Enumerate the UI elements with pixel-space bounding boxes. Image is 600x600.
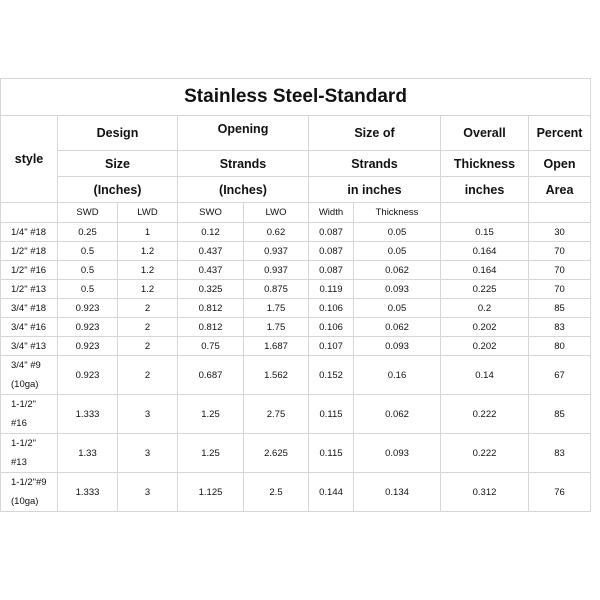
header-percent-1: Percent <box>529 116 591 151</box>
cell-thickness: 0.093 <box>354 434 441 473</box>
cell-thickness: 0.062 <box>354 318 441 337</box>
cell-lwo: 0.937 <box>244 261 309 280</box>
header-sizeof-3: in inches <box>309 177 441 203</box>
cell-percent: 85 <box>529 299 591 318</box>
cell-style <box>1 395 58 434</box>
cell-lwo: 1.687 <box>244 337 309 356</box>
cell-swd: 1.33 <box>58 434 118 473</box>
cell-lwo: 0.62 <box>244 223 309 242</box>
subheader-percent-blank <box>529 203 591 223</box>
table-row <box>1 337 591 356</box>
cell-swd: 0.923 <box>58 299 118 318</box>
header-opening-3: (Inches) <box>178 177 309 203</box>
header-style: style <box>1 116 58 203</box>
cell-percent: 70 <box>529 280 591 299</box>
cell-overall: 0.2 <box>441 299 529 318</box>
cell-lwo: 1.75 <box>244 299 309 318</box>
cell-swo: 0.687 <box>178 356 244 395</box>
header-design-1: Design <box>58 116 178 151</box>
cell-lwd: 2 <box>118 299 178 318</box>
cell-swo: 1.25 <box>178 434 244 473</box>
cell-style-line-2: #16 <box>11 418 27 429</box>
cell-swd: 1.333 <box>58 395 118 434</box>
cell-swd: 0.923 <box>58 356 118 395</box>
cell-swo: 0.325 <box>178 280 244 299</box>
table-row <box>1 299 591 318</box>
cell-width: 0.106 <box>309 318 354 337</box>
cell-width: 0.087 <box>309 242 354 261</box>
subheader-lwo: LWO <box>244 203 309 223</box>
cell-swo: 1.125 <box>178 473 244 512</box>
cell-overall: 0.222 <box>441 395 529 434</box>
cell-style: 1/4" #18 <box>1 223 58 242</box>
cell-lwd: 3 <box>118 395 178 434</box>
header-overall-3: inches <box>441 177 529 203</box>
cell-width: 0.152 <box>309 356 354 395</box>
table-row <box>1 261 591 280</box>
header-sizeof-2: Strands <box>309 151 441 177</box>
cell-swd: 0.25 <box>58 223 118 242</box>
header-overall-2: Thickness <box>441 151 529 177</box>
cell-width: 0.107 <box>309 337 354 356</box>
cell-width: 0.115 <box>309 434 354 473</box>
cell-lwd: 2 <box>118 356 178 395</box>
cell-thickness: 0.062 <box>354 261 441 280</box>
cell-lwo: 1.75 <box>244 318 309 337</box>
cell-style-line-1: 1-1/2" <box>11 399 37 410</box>
cell-width: 0.087 <box>309 261 354 280</box>
header-sizeof-1: Size of <box>309 116 441 151</box>
subheader-width: Width <box>309 203 354 223</box>
cell-lwo: 2.75 <box>244 395 309 434</box>
cell-swd: 0.5 <box>58 242 118 261</box>
cell-style-line-2: (10ga) <box>11 379 39 390</box>
header-design-3: (Inches) <box>58 177 178 203</box>
cell-percent: 83 <box>529 434 591 473</box>
cell-lwo: 2.5 <box>244 473 309 512</box>
cell-width: 0.115 <box>309 395 354 434</box>
cell-style: 1/2" #13 <box>1 280 58 299</box>
header-percent-3: Area <box>529 177 591 203</box>
cell-thickness: 0.05 <box>354 242 441 261</box>
table-title: Stainless Steel-Standard <box>1 79 591 116</box>
cell-style: 3/4" #18 <box>1 299 58 318</box>
cell-style: 1/2" #18 <box>1 242 58 261</box>
cell-style: 1/2" #16 <box>1 261 58 280</box>
cell-style-line-2: (10ga) <box>11 496 39 507</box>
cell-width: 0.106 <box>309 299 354 318</box>
cell-overall: 0.222 <box>441 434 529 473</box>
cell-swo: 0.12 <box>178 223 244 242</box>
cell-swd: 0.5 <box>58 261 118 280</box>
cell-overall: 0.14 <box>441 356 529 395</box>
header-overall-1: Overall <box>441 116 529 151</box>
spec-table-sheet <box>0 78 590 520</box>
cell-thickness: 0.05 <box>354 299 441 318</box>
cell-lwo: 1.562 <box>244 356 309 395</box>
subheader-lwd: LWD <box>118 203 178 223</box>
spec-table <box>0 78 591 512</box>
cell-style-line-1: 1-1/2" <box>11 438 37 449</box>
cell-swo: 0.812 <box>178 299 244 318</box>
header-design-2: Size <box>58 151 178 177</box>
table-row <box>1 434 591 473</box>
cell-lwd: 3 <box>118 434 178 473</box>
cell-style <box>1 356 58 395</box>
table-row <box>1 223 591 242</box>
cell-percent: 70 <box>529 261 591 280</box>
cell-lwd: 1 <box>118 223 178 242</box>
cell-style-line-1: 1-1/2"#9 <box>11 477 47 488</box>
cell-swd: 0.923 <box>58 337 118 356</box>
cell-percent: 76 <box>529 473 591 512</box>
table-row <box>1 356 591 395</box>
cell-lwd: 1.2 <box>118 280 178 299</box>
cell-percent: 85 <box>529 395 591 434</box>
subheader-swd: SWD <box>58 203 118 223</box>
table-row <box>1 242 591 261</box>
cell-swo: 1.25 <box>178 395 244 434</box>
cell-swd: 0.5 <box>58 280 118 299</box>
cell-style: 3/4" #13 <box>1 337 58 356</box>
table-row <box>1 280 591 299</box>
cell-width: 0.087 <box>309 223 354 242</box>
cell-style-line-1: 3/4" #9 <box>11 360 41 371</box>
header-opening-1: Opening <box>178 116 309 151</box>
cell-thickness: 0.062 <box>354 395 441 434</box>
header-percent-2: Open <box>529 151 591 177</box>
cell-overall: 0.312 <box>441 473 529 512</box>
cell-style <box>1 434 58 473</box>
cell-thickness: 0.134 <box>354 473 441 512</box>
cell-swo: 0.812 <box>178 318 244 337</box>
cell-swo: 0.437 <box>178 242 244 261</box>
cell-percent: 70 <box>529 242 591 261</box>
cell-overall: 0.164 <box>441 261 529 280</box>
cell-width: 0.119 <box>309 280 354 299</box>
cell-swd: 0.923 <box>58 318 118 337</box>
subheader-blank <box>1 203 58 223</box>
cell-overall: 0.225 <box>441 280 529 299</box>
cell-percent: 67 <box>529 356 591 395</box>
subheader-overall-blank <box>441 203 529 223</box>
cell-overall: 0.15 <box>441 223 529 242</box>
cell-style: 3/4" #16 <box>1 318 58 337</box>
cell-width: 0.144 <box>309 473 354 512</box>
cell-overall: 0.164 <box>441 242 529 261</box>
cell-thickness: 0.093 <box>354 337 441 356</box>
cell-thickness: 0.05 <box>354 223 441 242</box>
cell-overall: 0.202 <box>441 337 529 356</box>
table-row <box>1 473 591 512</box>
cell-percent: 83 <box>529 318 591 337</box>
cell-percent: 80 <box>529 337 591 356</box>
cell-lwd: 3 <box>118 473 178 512</box>
cell-swd: 1.333 <box>58 473 118 512</box>
table-row <box>1 395 591 434</box>
cell-lwd: 1.2 <box>118 242 178 261</box>
cell-thickness: 0.093 <box>354 280 441 299</box>
subheader-thickness: Thickness <box>354 203 441 223</box>
table-row <box>1 318 591 337</box>
cell-overall: 0.202 <box>441 318 529 337</box>
cell-lwo: 0.937 <box>244 242 309 261</box>
cell-percent: 30 <box>529 223 591 242</box>
cell-swo: 0.75 <box>178 337 244 356</box>
cell-thickness: 0.16 <box>354 356 441 395</box>
cell-lwo: 0.875 <box>244 280 309 299</box>
cell-style <box>1 473 58 512</box>
cell-swo: 0.437 <box>178 261 244 280</box>
cell-lwo: 2.625 <box>244 434 309 473</box>
subheader-swo: SWO <box>178 203 244 223</box>
cell-style-line-2: #13 <box>11 457 27 468</box>
cell-lwd: 2 <box>118 337 178 356</box>
header-opening-2: Strands <box>178 151 309 177</box>
cell-lwd: 2 <box>118 318 178 337</box>
cell-lwd: 1.2 <box>118 261 178 280</box>
